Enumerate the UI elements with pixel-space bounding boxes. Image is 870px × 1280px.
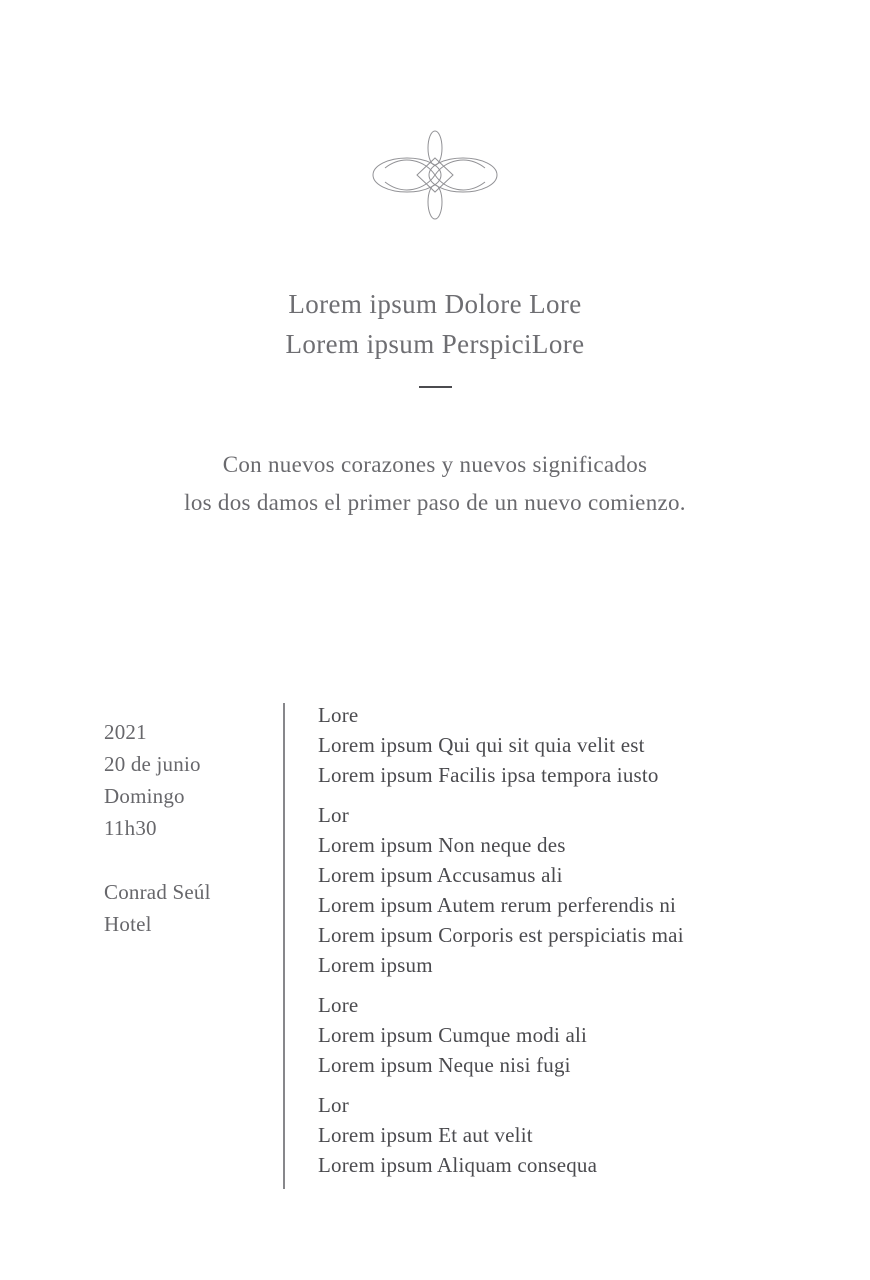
lower-section (0, 700, 870, 1200)
program-item: Lorem ipsum Accusamus ali (318, 863, 563, 887)
detail-venue-line-1: Conrad Seúl (104, 880, 211, 904)
program-item: Lorem ipsum Autem rerum perferendis ni (318, 893, 677, 917)
detail-year: 2021 (104, 720, 147, 744)
vertical-divider (283, 703, 285, 1189)
verse-text (0, 446, 870, 522)
verse-line-2: los dos damos el primer paso de un nuevo comienzo. (184, 490, 686, 515)
program-group (318, 990, 838, 1080)
program-item: Lorem ipsum Cumque modi ali (318, 1023, 588, 1047)
program-item: Lorem ipsum Aliquam consequa (318, 1153, 598, 1177)
page-title (0, 284, 870, 364)
details-spacer (104, 844, 274, 876)
program-item: Lorem ipsum Non neque des (318, 833, 566, 857)
verse-line-1: Con nuevos corazones y nuevos significados (222, 452, 648, 477)
detail-time: 11h30 (104, 816, 157, 840)
detail-date: 20 de junio (104, 752, 201, 776)
program-list (318, 700, 838, 1180)
program-group-heading: Lore (318, 993, 359, 1017)
flourish-ornament (0, 130, 870, 220)
title-line-2: Lorem ipsum PerspiciLore (285, 329, 585, 359)
title-line-1: Lorem ipsum Dolore Lore (288, 289, 582, 319)
program-item: Lorem ipsum Corporis est perspiciatis mai (318, 923, 684, 947)
title-separator (0, 386, 870, 388)
program-group-heading: Lor (318, 803, 349, 827)
detail-venue-line-2: Hotel (104, 912, 152, 936)
program-group-heading: Lore (318, 703, 359, 727)
flourish-ornament-svg (365, 130, 505, 220)
program-item: Lorem ipsum Et aut velit (318, 1123, 533, 1147)
event-details (104, 716, 274, 940)
program-item: Lorem ipsum Facilis ipsa tempora iusto (318, 763, 659, 787)
program-group (318, 700, 838, 790)
program-group (318, 1090, 838, 1180)
program-group (318, 800, 838, 980)
program-item: Lorem ipsum (318, 953, 433, 977)
program-item: Lorem ipsum Qui qui sit quia velit est (318, 733, 645, 757)
detail-weekday: Domingo (104, 784, 185, 808)
program-group-heading: Lor (318, 1093, 349, 1117)
separator-rule (419, 386, 452, 388)
program-item: Lorem ipsum Neque nisi fugi (318, 1053, 571, 1077)
